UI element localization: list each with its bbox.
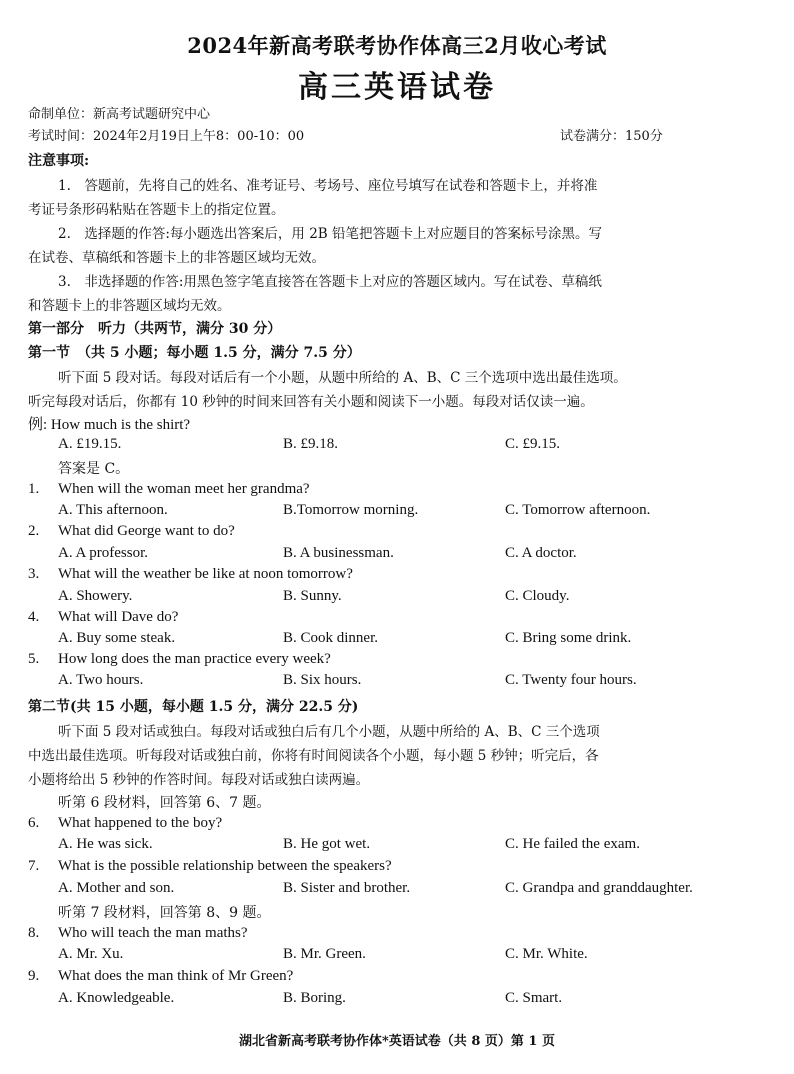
question-number: 4. [28,609,40,625]
section2-instruction-line-1: 听下面 5 段对话或独白。每段对话或独白后有几个小题，从题中所给的 A、B、C 三个选项 [58,724,600,740]
exam-subtitle: 高三英语试卷 [298,70,496,105]
question-text: How long does the man practice every week? [58,651,331,667]
section2-heading: 第二节(共 15 小题，每小题 1.5 分，满分 22.5 分) [28,699,359,715]
option-c: C. Bring some drink. [505,630,632,646]
option-a: A. Showery. [58,588,133,604]
question-text: What will the weather be like at noon tomorrow? [58,566,353,582]
option-c: C. He failed the exam. [505,836,640,852]
notice-item-1-line-2: 考证号条形码粘贴在答题卡上的指定位置。 [28,202,285,218]
question-text: What is the possible relationship between the speakers? [58,858,392,874]
notice-item-3-line-1: 3. 非选择题的作答:用黑色签字笔直接答在答题卡上对应的答题区域内。写在试卷、草稿纸 [58,274,602,290]
section1-heading: 第一节 （共 5 小题；每小题 1.5 分，满分 7.5 分） [28,345,361,361]
question-text: Who will teach the man maths? [58,925,248,941]
section1-instruction-line-2: 听完每段对话后，你都有 10 秒钟的时间来回答有关小题和阅读下一小题。每段对话仅读一遍。 [28,394,594,410]
question-text: What did George want to do? [58,523,235,539]
example-question: 例: How much is the shirt? [28,417,191,433]
question-number: 8. [28,925,40,941]
option-c: C. Grandpa and granddaughter. [505,880,693,896]
section2-instruction-line-2: 中选出最佳选项。听每段对话或独白前，你将有时间阅读各个小题，每小题 5 秒钟；听完后，各 [28,748,599,764]
exam-unit: 命制单位：新高考试题研究中心 [28,107,211,122]
question-text: What will Dave do? [58,609,179,625]
question-number: 9. [28,968,40,984]
option-b: B.Tomorrow morning. [283,502,419,518]
notice-item-2-line-2: 在试卷、草稿纸和答题卡上的非答题区域均无效。 [28,250,325,266]
exam-score: 试卷满分：150分 [560,129,663,144]
option-a: A. A professor. [58,545,148,561]
notice-item-1-line-1: 1. 答题前，先将自己的姓名、准考证号、考场号、座位号填写在试卷和答题卡上，并将准 [58,178,598,194]
option-b: B. Boring. [283,990,346,1006]
question-text: What does the man think of Mr Green? [58,968,294,984]
option-c: C. Twenty four hours. [505,672,637,688]
option-b: B. A businessman. [283,545,394,561]
option-b: B. Mr. Green. [283,946,366,962]
section2-instruction-line-3: 小题将给出 5 秒钟的作答时间。每段对话或独白读两遍。 [28,772,370,788]
option-a: A. He was sick. [58,836,153,852]
exam-time: 考试时间：2024年2月19日上午8：00-10：00 [28,129,305,144]
question-number: 1. [28,481,40,497]
material-6-instruction: 听第 6 段材料，回答第 6、7 题。 [58,795,271,811]
question-number: 6. [28,815,40,831]
option-a: A. Knowledgeable. [58,990,175,1006]
question-number: 5. [28,651,40,667]
option-b: B. He got wet. [283,836,371,852]
example-option-c: C. £9.15. [505,436,561,452]
question-text: What happened to the boy? [58,815,223,831]
question-number: 7. [28,858,40,874]
option-b: B. Sister and brother. [283,880,411,896]
page-footer: 湖北省新高考联考协作体*英语试卷（共 8 页）第 1 页 [239,1034,555,1049]
example-option-a: A. £19.15. [58,436,122,452]
option-c: C. Mr. White. [505,946,588,962]
option-a: A. Two hours. [58,672,144,688]
option-a: A. Mother and son. [58,880,175,896]
section1-instruction-line-1: 听下面 5 段对话。每段对话后有一个小题，从题中所给的 A、B、C 三个选项中选出最佳选项。 [58,370,627,386]
option-a: A. This afternoon. [58,502,168,518]
exam-title: 2024年新高考联考协作体高三2月收心考试 [187,33,607,58]
option-a: A. Buy some steak. [58,630,176,646]
example-option-b: B. £9.18. [283,436,339,452]
option-c: C. Tomorrow afternoon. [505,502,651,518]
option-c: C. Cloudy. [505,588,570,604]
option-b: B. Six hours. [283,672,362,688]
option-b: B. Sunny. [283,588,342,604]
material-7-instruction: 听第 7 段材料，回答第 8、9 题。 [58,905,271,921]
notice-heading: 注意事项: [28,153,90,169]
option-a: A. Mr. Xu. [58,946,124,962]
option-b: B. Cook dinner. [283,630,379,646]
question-number: 3. [28,566,40,582]
example-answer: 答案是 C。 [58,461,130,477]
question-number: 2. [28,523,40,539]
notice-item-3-line-2: 和答题卡上的非答题区域均无效。 [28,298,231,314]
notice-item-2-line-1: 2. 选择题的作答:每小题选出答案后，用 2B 铅笔把答题卡上对应题目的答案标号涂黑。写 [58,226,603,242]
question-text: When will the woman meet her grandma? [58,481,310,497]
part1-heading: 第一部分 听力（共两节，满分 30 分） [28,321,282,337]
option-c: C. Smart. [505,990,563,1006]
option-c: C. A doctor. [505,545,577,561]
